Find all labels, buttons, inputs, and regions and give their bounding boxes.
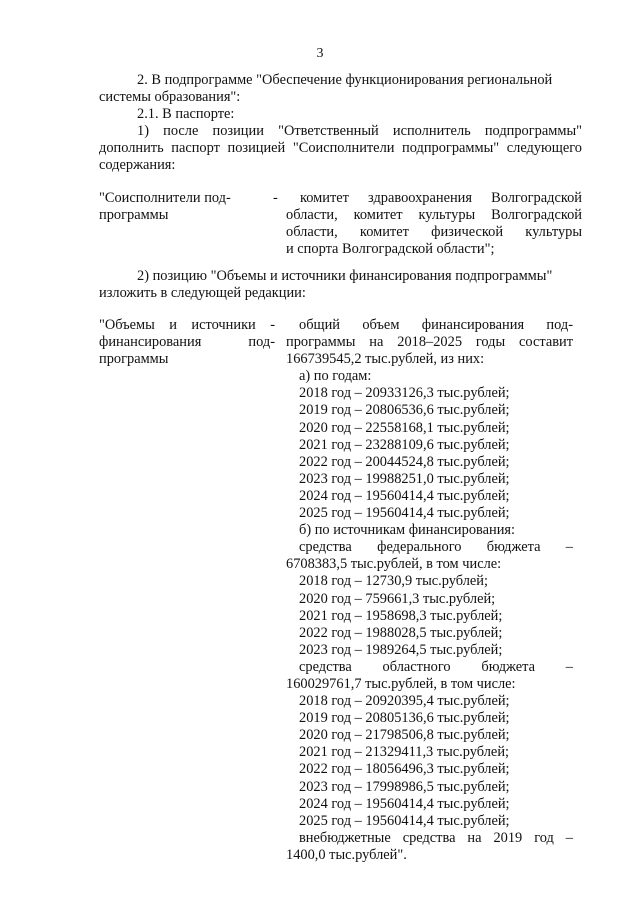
- value-line: 2021 год – 21329411,3 тыс.рублей;: [299, 744, 510, 761]
- value-line: программы на 2018–2025 годы составит: [286, 334, 573, 351]
- item2-line: изложить в следующей редакции:: [99, 285, 306, 301]
- value-line: 2024 год – 19560414,4 тыс.рублей;: [299, 487, 510, 504]
- value-line: 2020 год – 21798506,8 тыс.рублей;: [299, 727, 510, 744]
- value-line: 2020 год – 22558168,1 тыс.рублей;: [299, 419, 510, 436]
- value-line: 2018 год – 12730,9 тыс.рублей;: [299, 573, 488, 590]
- row1-value: [286, 190, 582, 258]
- row1-label: "Соисполнители под-: [99, 190, 231, 206]
- value-line: 2019 год – 20806536,6 тыс.рублей;: [299, 402, 510, 419]
- row2-label: финансирования под-: [99, 334, 275, 350]
- value-line: 1400,0 тыс.рублей".: [286, 846, 407, 863]
- value-line: 2025 год – 19560414,4 тыс.рублей;: [299, 812, 510, 829]
- value-line: и спорта Волгоградской области";: [286, 241, 495, 258]
- row1-dash: -: [273, 190, 278, 206]
- page-number: 3: [316, 46, 324, 61]
- intro-line: системы образования":: [99, 89, 241, 105]
- value-line: 2022 год – 20044524,8 тыс.рублей;: [299, 453, 510, 470]
- value-line: 2020 год – 759661,3 тыс.рублей;: [299, 590, 496, 607]
- value-line: 2023 год – 17998986,5 тыс.рублей;: [299, 778, 510, 795]
- value-line: 166739545,2 тыс.рублей, из них:: [286, 351, 485, 368]
- intro-line: дополнить паспорт позицией "Соисполнители подпрограммы" следующего: [99, 140, 582, 156]
- value-line: б) по источникам финансирования:: [299, 522, 516, 539]
- value-line: 160029761,7 тыс.рублей, в том числе:: [286, 675, 516, 692]
- value-line: 2025 год – 19560414,4 тыс.рублей;: [299, 505, 510, 522]
- value-line: 2023 год – 1989264,5 тыс.рублей;: [299, 641, 503, 658]
- value-line: 2024 год – 19560414,4 тыс.рублей;: [299, 795, 510, 812]
- value-line: общий объем финансирования под-: [299, 317, 573, 333]
- row2-label: программы: [99, 351, 169, 367]
- value-line: области, комитет культуры Волгоградской: [286, 207, 582, 224]
- row2-value: [286, 317, 573, 864]
- intro-line: содержания:: [99, 157, 176, 173]
- item2-line: 2) позицию "Объемы и источники финансирования подпрограммы": [137, 268, 553, 284]
- row2-label: "Объемы и источники -: [99, 317, 275, 333]
- value-line: 2022 год – 18056496,3 тыс.рублей;: [299, 761, 510, 778]
- value-line: 2021 год – 23288109,6 тыс.рублей;: [299, 436, 510, 453]
- value-line: области, комитет физической культуры: [286, 224, 582, 241]
- intro-line: 2.1. В паспорте:: [137, 106, 235, 122]
- intro-line: 2. В подпрограмме "Обеспечение функционирования региональной: [137, 72, 553, 88]
- value-line: средства областного бюджета –: [299, 658, 573, 675]
- value-line: 2021 год – 1958698,3 тыс.рублей;: [299, 607, 503, 624]
- value-line: 2018 год – 20933126,3 тыс.рублей;: [299, 385, 510, 402]
- value-line: внебюджетные средства на 2019 год –: [299, 829, 573, 846]
- value-line: 2019 год – 20805136,6 тыс.рублей;: [299, 710, 510, 727]
- row1-label: программы: [99, 207, 169, 223]
- value-line: 2023 год – 19988251,0 тыс.рублей;: [299, 470, 510, 487]
- value-line: 2022 год – 1988028,5 тыс.рублей;: [299, 624, 503, 641]
- value-line: 6708383,5 тыс.рублей, в том числе:: [286, 556, 502, 573]
- intro-line: 1) после позиции "Ответственный исполнитель подпрограммы": [137, 123, 582, 139]
- value-line: 2018 год – 20920395,4 тыс.рублей;: [299, 693, 510, 710]
- value-line: комитет здравоохранения Волгоградской: [300, 190, 582, 206]
- value-line: средства федерального бюджета –: [299, 539, 573, 556]
- value-line: а) по годам:: [299, 368, 372, 385]
